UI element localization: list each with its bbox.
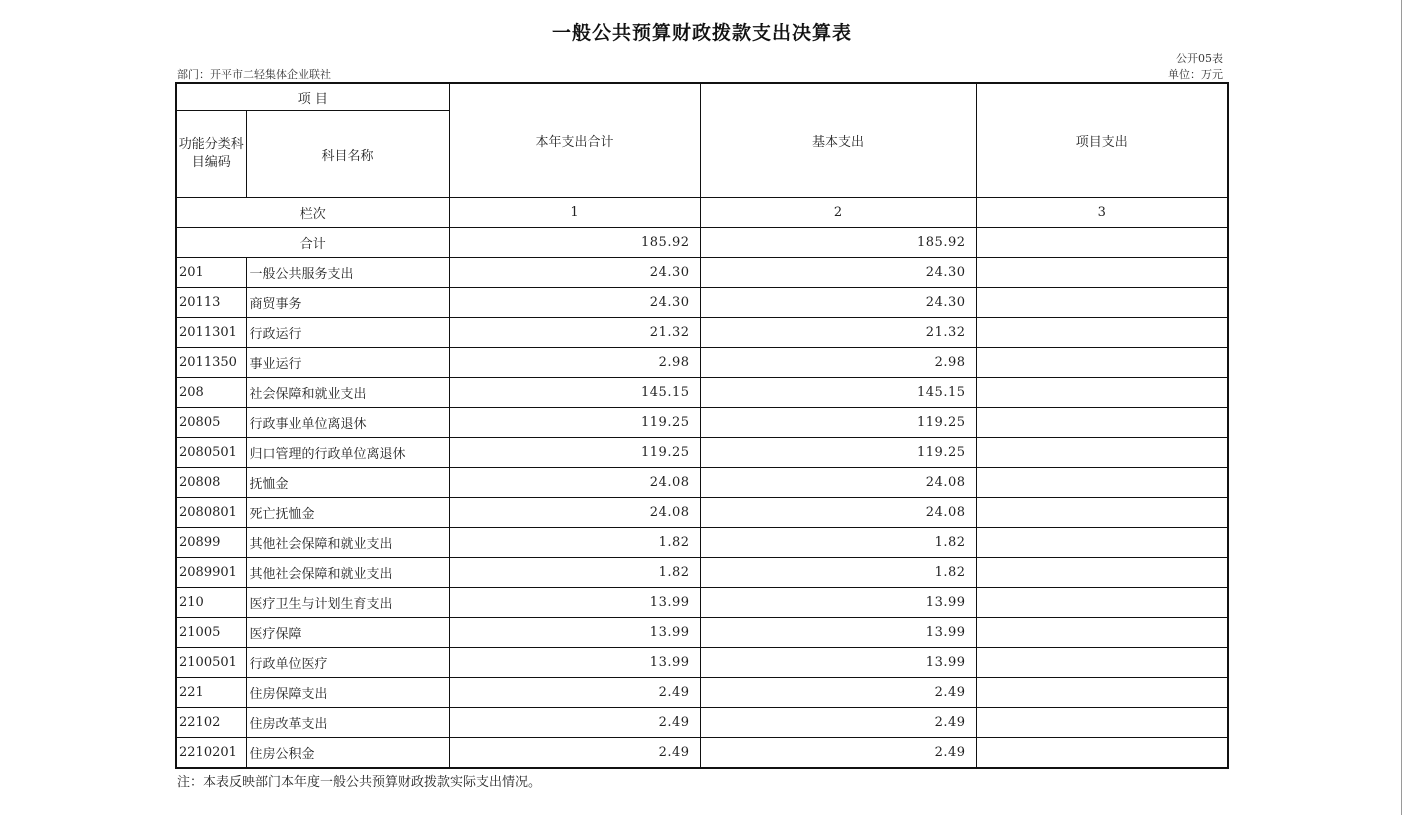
table-row (176, 408, 1228, 438)
row-name: 归口管理的行政单位离退休 (246, 438, 449, 468)
row-code: 20808 (176, 468, 246, 498)
row-item (976, 258, 1228, 288)
table-row (176, 348, 1228, 378)
row-code: 2011301 (176, 318, 246, 348)
row-code: 20113 (176, 288, 246, 318)
row-basic: 2.49 (700, 708, 976, 738)
row-code: 20899 (176, 528, 246, 558)
row-name: 行政运行 (246, 318, 449, 348)
row-code: 22102 (176, 708, 246, 738)
row-total: 1.82 (449, 558, 700, 588)
row-basic: 13.99 (700, 618, 976, 648)
row-total: 145.15 (449, 378, 700, 408)
row-total: 2.49 (449, 738, 700, 769)
row-code: 20805 (176, 408, 246, 438)
row-basic: 24.08 (700, 498, 976, 528)
table-row (176, 678, 1228, 708)
row-total: 24.30 (449, 258, 700, 288)
total-basic: 185.92 (700, 228, 976, 258)
row-code: 21005 (176, 618, 246, 648)
report-title: 一般公共预算财政拨款支出决算表 (551, 22, 852, 44)
row-code: 2011350 (176, 348, 246, 378)
row-name: 其他社会保障和就业支出 (246, 558, 449, 588)
row-basic: 1.82 (700, 528, 976, 558)
row-basic: 2.98 (700, 348, 976, 378)
index-col-3: 3 (976, 198, 1228, 228)
header-code: 功能分类科目编码 (176, 111, 246, 198)
row-total: 24.08 (449, 498, 700, 528)
index-col-2: 2 (700, 198, 976, 228)
row-total: 2.49 (449, 708, 700, 738)
row-item (976, 438, 1228, 468)
row-item (976, 378, 1228, 408)
table-row (176, 288, 1228, 318)
row-basic: 13.99 (700, 588, 976, 618)
page-edge-rule (1401, 0, 1402, 815)
table-row (176, 528, 1228, 558)
header-row-project (176, 83, 1228, 111)
row-item (976, 498, 1228, 528)
row-basic: 24.30 (700, 258, 976, 288)
row-item (976, 738, 1228, 769)
table-row (176, 558, 1228, 588)
row-total: 13.99 (449, 618, 700, 648)
row-basic: 21.32 (700, 318, 976, 348)
row-code: 221 (176, 678, 246, 708)
row-basic: 13.99 (700, 648, 976, 678)
row-total: 24.08 (449, 468, 700, 498)
row-total: 24.30 (449, 288, 700, 318)
table-row (176, 468, 1228, 498)
row-code: 208 (176, 378, 246, 408)
header-basic: 基本支出 (700, 83, 976, 198)
table-row (176, 378, 1228, 408)
row-code: 2089901 (176, 558, 246, 588)
table-row (176, 438, 1228, 468)
row-item (976, 678, 1228, 708)
row-item (976, 348, 1228, 378)
row-item (976, 618, 1228, 648)
table-row (176, 498, 1228, 528)
header-name: 科目名称 (246, 111, 449, 198)
row-name: 住房改革支出 (246, 708, 449, 738)
row-name: 医疗卫生与计划生育支出 (246, 588, 449, 618)
row-code: 2080501 (176, 438, 246, 468)
row-basic: 119.25 (700, 408, 976, 438)
table-row (176, 648, 1228, 678)
row-item (976, 708, 1228, 738)
row-name: 死亡抚恤金 (246, 498, 449, 528)
row-name: 住房公积金 (246, 738, 449, 769)
header-item: 项目支出 (976, 83, 1228, 198)
row-total: 119.25 (449, 438, 700, 468)
row-total: 13.99 (449, 588, 700, 618)
row-basic: 2.49 (700, 738, 976, 769)
row-code: 2100501 (176, 648, 246, 678)
table-row (176, 708, 1228, 738)
index-label: 栏次 (176, 198, 449, 228)
row-total: 2.49 (449, 678, 700, 708)
row-name: 行政事业单位离退休 (246, 408, 449, 438)
table-row (176, 588, 1228, 618)
table-row (176, 318, 1228, 348)
row-total: 119.25 (449, 408, 700, 438)
unit-label: 单位：万元 (1168, 68, 1223, 81)
row-code: 201 (176, 258, 246, 288)
row-name: 其他社会保障和就业支出 (246, 528, 449, 558)
header-project: 项 目 (176, 83, 449, 111)
row-total: 21.32 (449, 318, 700, 348)
row-item (976, 408, 1228, 438)
expenditure-table (175, 82, 1229, 769)
index-row (176, 198, 1228, 228)
form-code: 公开05表 (1176, 52, 1223, 65)
row-name: 商贸事务 (246, 288, 449, 318)
row-code: 2080801 (176, 498, 246, 528)
row-code: 2210201 (176, 738, 246, 769)
row-name: 抚恤金 (246, 468, 449, 498)
row-basic: 145.15 (700, 378, 976, 408)
row-total: 13.99 (449, 648, 700, 678)
row-basic: 2.49 (700, 678, 976, 708)
row-total: 1.82 (449, 528, 700, 558)
department-label: 部门：开平市二轻集体企业联社 (177, 68, 331, 81)
row-name: 住房保障支出 (246, 678, 449, 708)
row-name: 事业运行 (246, 348, 449, 378)
row-item (976, 588, 1228, 618)
row-basic: 24.08 (700, 468, 976, 498)
row-item (976, 648, 1228, 678)
total-item (976, 228, 1228, 258)
row-basic: 119.25 (700, 438, 976, 468)
table-row (176, 738, 1228, 769)
total-amount: 185.92 (449, 228, 700, 258)
row-item (976, 558, 1228, 588)
row-item (976, 528, 1228, 558)
total-row (176, 228, 1228, 258)
header-total: 本年支出合计 (449, 83, 700, 198)
row-code: 210 (176, 588, 246, 618)
row-basic: 1.82 (700, 558, 976, 588)
index-col-1: 1 (449, 198, 700, 228)
row-name: 社会保障和就业支出 (246, 378, 449, 408)
row-item (976, 468, 1228, 498)
footnote: 注：本表反映部门本年度一般公共预算财政拨款实际支出情况。 (177, 775, 542, 790)
row-item (976, 288, 1228, 318)
row-item (976, 318, 1228, 348)
row-name: 一般公共服务支出 (246, 258, 449, 288)
row-name: 医疗保障 (246, 618, 449, 648)
table-row (176, 618, 1228, 648)
total-label: 合计 (176, 228, 449, 258)
row-total: 2.98 (449, 348, 700, 378)
row-basic: 24.30 (700, 288, 976, 318)
table-row (176, 258, 1228, 288)
row-name: 行政单位医疗 (246, 648, 449, 678)
